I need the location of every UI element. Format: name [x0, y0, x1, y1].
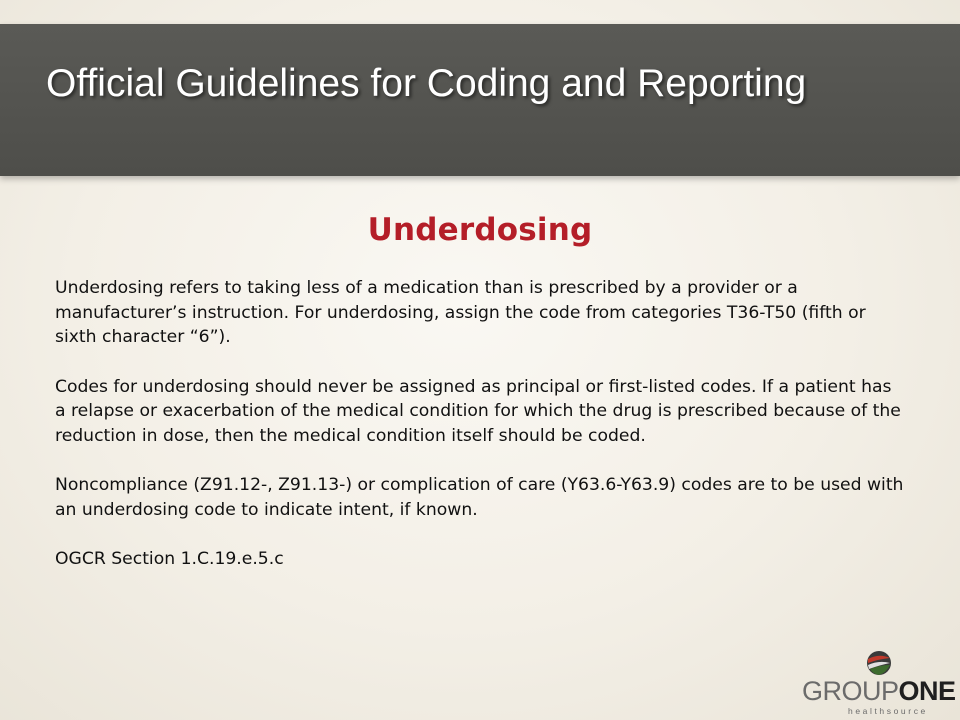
logo-wordmark [802, 676, 954, 706]
logo-subtitle: healthsource [848, 706, 928, 716]
paragraph-principal-codes: Codes for underdosing should never be assigned as principal or first-listed codes. If a patient has a relapse or exacerbation of the medical condition for which the drug is prescribed because of the reduction in dose, then the medical condition itself should be coded. [55, 376, 901, 446]
paragraph-definition: Underdosing refers to taking less of a medication than is prescribed by a provider or a manufacturer’s instruction. For underdosing, assign the code from categories T36-T50 (fifth or sixth character “6”). [55, 278, 866, 347]
body-text [55, 276, 907, 597]
groupone-logo [800, 646, 954, 716]
section-heading: Underdosing [367, 212, 593, 248]
logo-globe-icon [866, 650, 892, 676]
logo-word-bold: ONE [898, 676, 956, 706]
paragraph-reference: OGCR Section 1.C.19.e.5.c [55, 549, 284, 569]
slide-title: Official Guidelines for Coding and Reporting [46, 62, 807, 105]
logo-word-light: GROUP [802, 676, 899, 706]
paragraph-noncompliance: Noncompliance (Z91.12-, Z91.13-) or complication of care (Y63.6-Y63.9) codes are to be used with an underdosing code to indicate intent, if known. [55, 475, 904, 520]
